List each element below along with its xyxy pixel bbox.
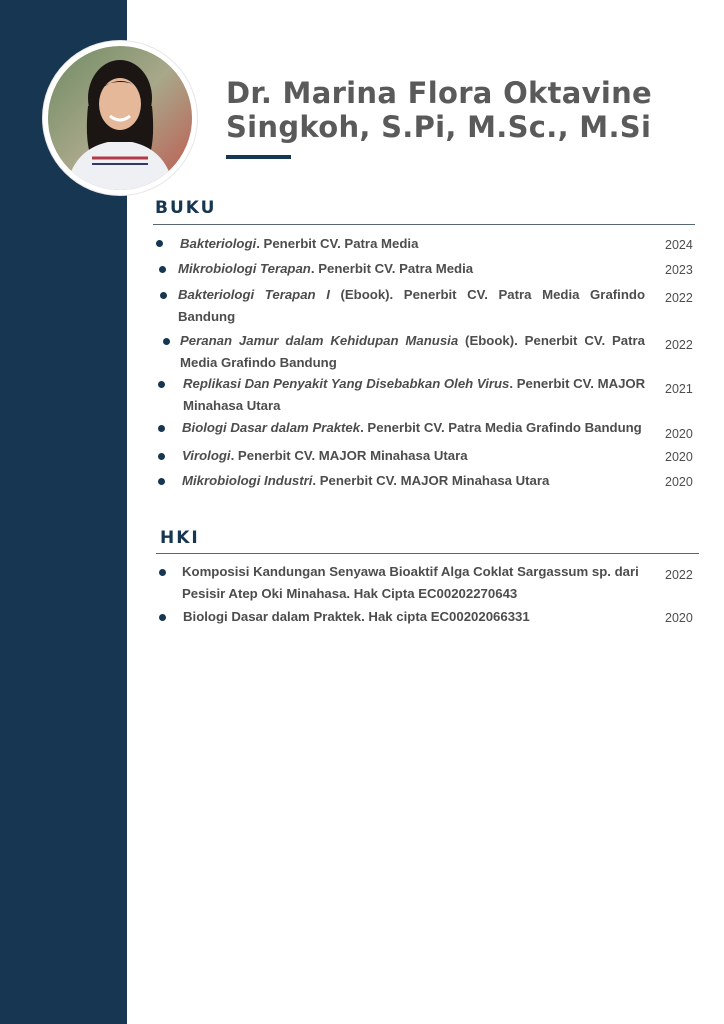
section-heading-hki: HKI (160, 528, 200, 548)
book-publisher: . Penerbit CV. MAJOR Minahasa Utara (230, 448, 468, 463)
list-item (0, 606, 724, 628)
book-title: Replikasi Dan Penyakit Yang Disebabkan Oleh Virus (183, 376, 510, 391)
book-year: 2020 (665, 450, 693, 464)
bullet-icon (159, 569, 166, 576)
book-year: 2020 (665, 427, 693, 441)
book-publisher: . Penerbit CV. Patra Media (256, 236, 419, 251)
section-heading-buku: BUKU (155, 198, 217, 218)
book-publisher: (Ebook). Penerbit CV. Patra Media Grafindo Bandung (178, 287, 645, 324)
book-title: Mikrobiologi Terapan (178, 261, 311, 276)
book-title: Bakteriologi (180, 236, 257, 251)
hki-entry: Biologi Dasar dalam Praktek. Hak cipta EC00202066331 (183, 609, 530, 624)
hki-year: 2022 (665, 568, 693, 582)
book-publisher: . Penerbit CV. Patra Media Grafindo Bandung (360, 420, 642, 435)
book-title: Bakteriologi Terapan I (178, 287, 330, 302)
book-title: Virologi (182, 448, 231, 463)
book-year: 2020 (665, 475, 693, 489)
book-publisher: (Ebook). Penerbit CV. Patra Media Grafindo Bandung (180, 333, 645, 370)
book-title: Peranan Jamur dalam Kehidupan Manusia (180, 333, 459, 348)
book-year: 2022 (665, 291, 693, 305)
person-name-line2: Singkoh, S.Pi, M.Sc., M.Si (226, 110, 652, 144)
bullet-icon (159, 614, 166, 621)
book-publisher: . Penerbit CV. MAJOR Minahasa Utara (183, 376, 646, 413)
book-year: 2021 (665, 382, 693, 396)
book-title: Mikrobiologi Industri (182, 473, 313, 488)
book-publisher: . Penerbit CV. Patra Media (310, 261, 474, 276)
book-year: 2023 (665, 263, 693, 277)
hki-year: 2020 (665, 611, 693, 625)
book-year: 2024 (665, 238, 693, 252)
book-year: 2022 (665, 338, 693, 352)
hki-entry: Komposisi Kandungan Senyawa Bioaktif Alga Coklat Sargassum sp. dari Pesisir Atep Oki Minahasa. Hak Cipta EC00202270643 (182, 564, 639, 601)
book-publisher: . Penerbit CV. MAJOR Minahasa Utara (312, 473, 550, 488)
person-name-line1: Dr. Marina Flora Oktavine (226, 76, 653, 110)
list-item (0, 561, 724, 605)
book-title: Biologi Dasar dalam Praktek (182, 420, 361, 435)
